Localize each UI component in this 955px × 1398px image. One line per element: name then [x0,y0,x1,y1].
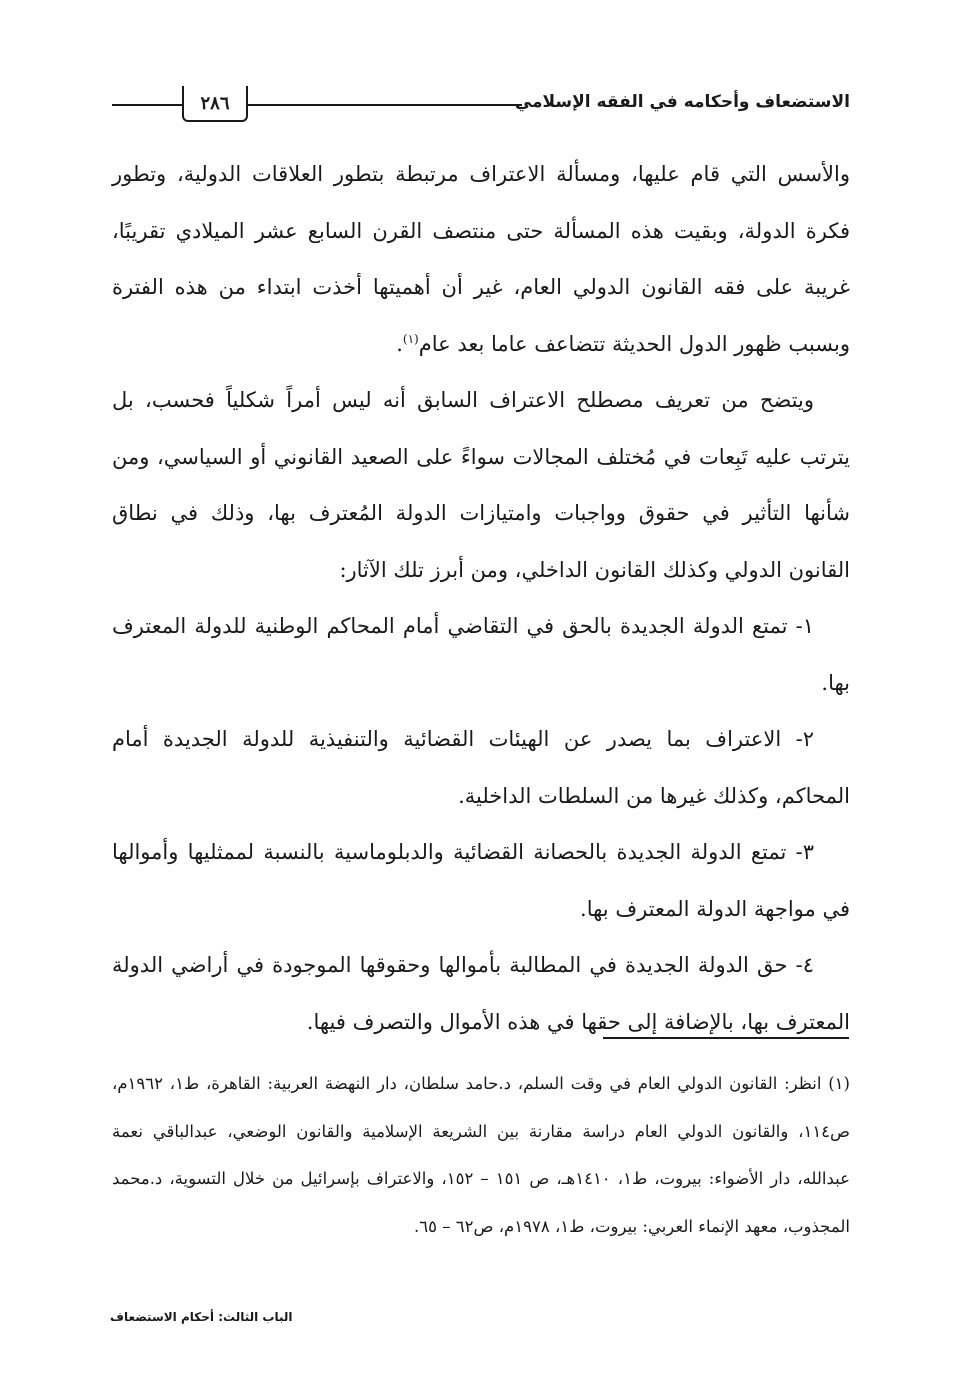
paragraph: ويتضح من تعريف مصطلح الاعتراف السابق أنه ليس أمراً شكلياً فحسب، بل يترتب عليه تَبِعات في مُختلف المجالات سواءً على الصعيد القانوني أو السياسي، ومن شأنها التأثير في حقوق وواجبات وامتيازات الدولة المُعترف بها، وذلك في نطاق القانون الدولي وكذلك القانون الداخلي، ومن أبرز تلك الآثار: [112,388,850,582]
header-rule [246,104,522,106]
header-title: الاستضعاف وأحكامه في الفقه الإسلامي [514,92,850,112]
list-item: ٢- الاعتراف بما يصدر عن الهيئات القضائية والتنفيذية للدولة الجديدة أمام المحاكم، وكذلك غيرها من السلطات الداخلية. [112,727,850,808]
list-item: ٤- حق الدولة الجديدة في المطالبة بأموالها وحقوقها الموجودة في أراضي الدولة المعترف بها، بالإضافة إلى حقها في هذه الأموال والتصرف فيها. [112,953,850,1034]
header-rule [112,104,182,106]
footnote-divider [603,1037,849,1039]
list-item: ١- تمتع الدولة الجديدة بالحق في التقاضي أمام المحاكم الوطنية للدولة المعترف بها. [112,614,850,695]
running-footer: الباب الثالث: أحكام الاستضعاف [110,1310,293,1324]
footnote-text: (١) انظر: القانون الدولي العام في وقت السلم، د.حامد سلطان، دار النهضة العربية: القاهرة، ط١، ١٩٦٢م، ص١١٤، والقانون الدولي العام دراسة مقارنة بين الشريعة الإسلامية والقانون الوضعي، عبدالباقي نعمة عبدالله، دار الأضواء: بيروت، ط١، ١٤١٠هـ، ص ١٥١ – ١٥٢، والاعتراف بإسرائيل من خلال التسوية، د.محمد المجذوب، معهد الإنماء العربي: بيروت، ط١، ١٩٧٨م، ص٦٢ – ٦٥. [112,1074,850,1236]
footnote [112,1060,850,1250]
footnote-reference: (١) [402,331,419,346]
body-text [112,146,850,1050]
paragraph: والأسس التي قام عليها، ومسألة الاعتراف مرتبطة بتطور العلاقات الدولية، وتطور فكرة الدولة، وبقيت هذه المسألة حتى منتصف القرن السابع عشر الميلادي تقريبًا، غريبة على فقه القانون الدولي العام، غير أن أهميتها أخذت ابتداء من هذه الفترة وبسبب ظهور الدول الحديثة تتضاعف عاما بعد عام$^{(١)}$. [112,162,850,356]
list-item: ٣- تمتع الدولة الجديدة بالحصانة القضائية والدبلوماسية بالنسبة لممثليها وأموالها في مواجهة الدولة المعترف بها. [112,840,850,921]
running-header [112,86,850,130]
page-number: ٢٨٦ [182,86,248,122]
